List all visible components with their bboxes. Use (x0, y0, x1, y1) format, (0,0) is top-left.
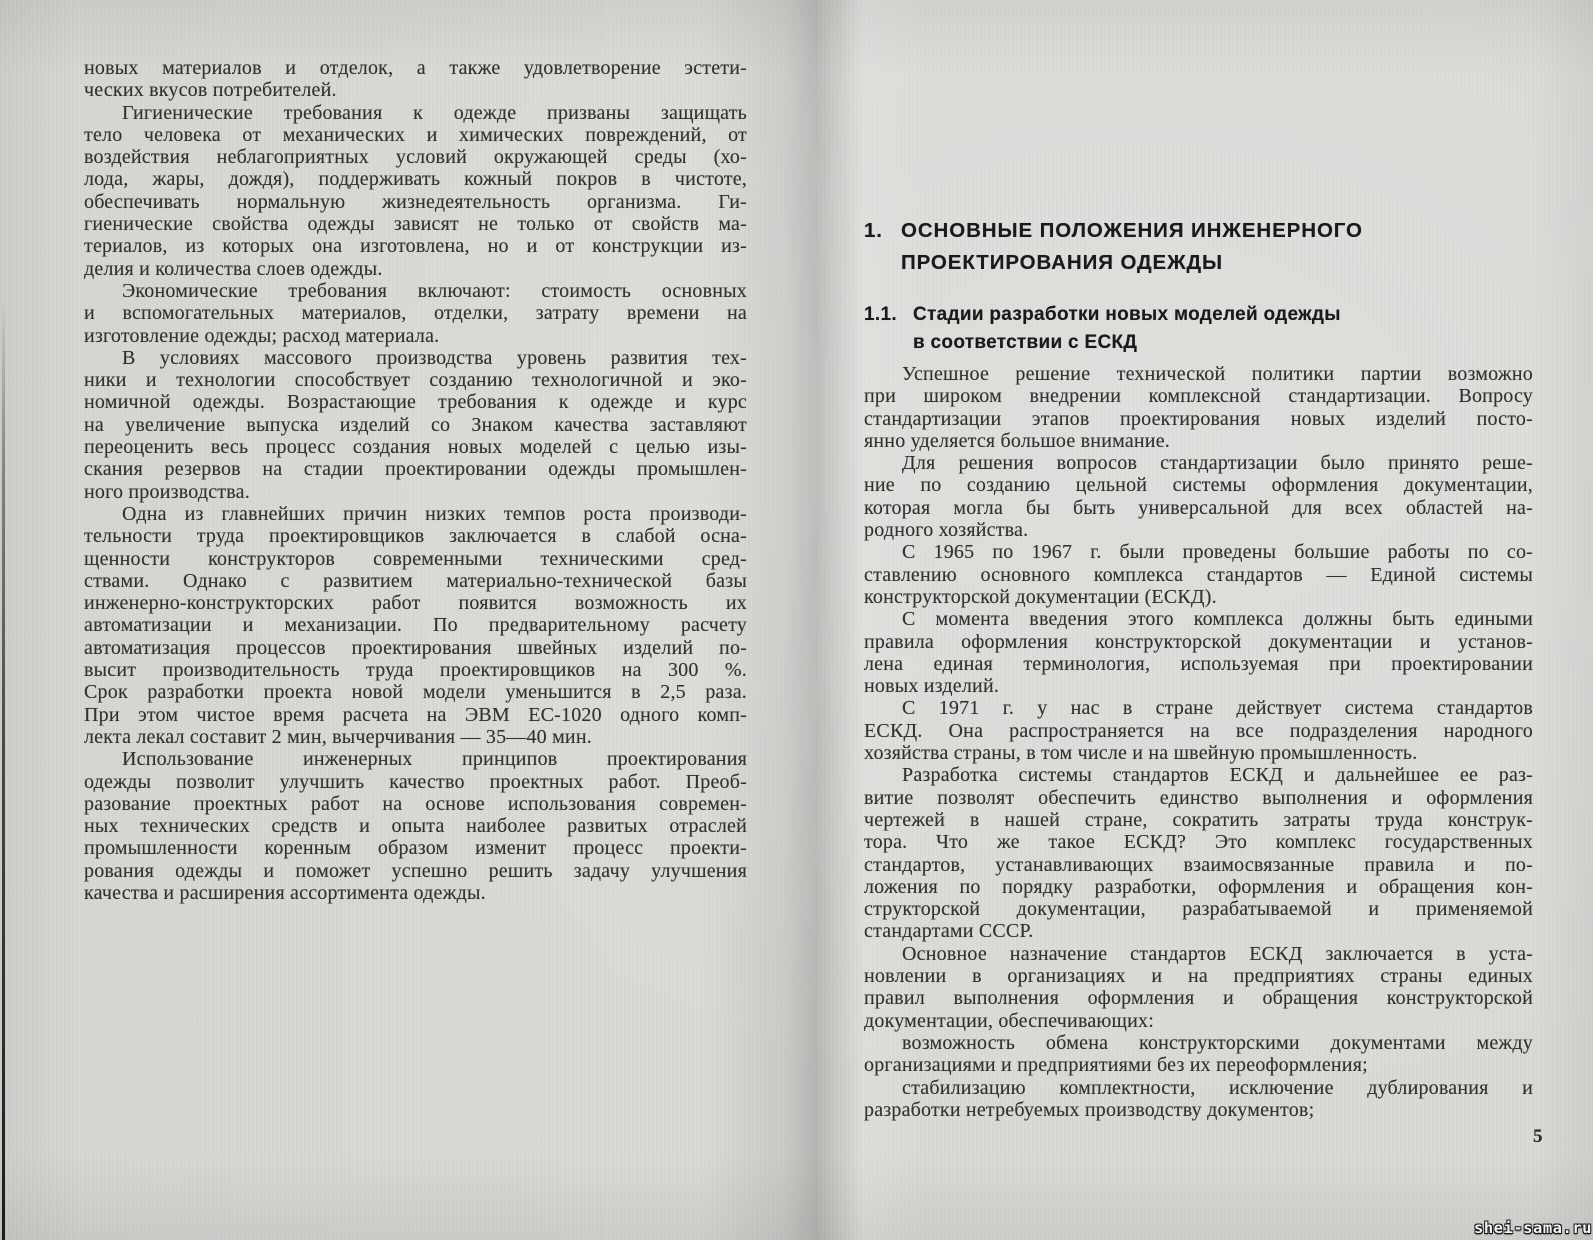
text-line: на увеличение выпуска изделий со Знаком качества заставляют (84, 413, 747, 436)
text-line: ческих вкусов потребителей. (84, 79, 337, 102)
text-line: Экономические требования включают: стоимость основных (122, 279, 747, 302)
text-line: структорской документации, разрабатываемой и применяемой (864, 898, 1533, 921)
text-line: воздействия неблагоприятных условий окружающей среды (хо- (84, 146, 747, 169)
paragraph (864, 1077, 1533, 1122)
text-line: организациями и предприятиями без их переоформления; (864, 1054, 1368, 1077)
text-line: автоматизация процессов проектирования швейных изделий по- (84, 636, 747, 659)
paragraph (84, 280, 747, 347)
text-line: гиенические свойства одежды зависят не только от свойств ма- (84, 213, 747, 236)
text-line: правил выполнения оформления и обращения конструкторской (864, 987, 1533, 1010)
paragraph (864, 541, 1533, 608)
text-line: при широком внедрении комплексной стандартизации. Вопросу (864, 385, 1533, 408)
text-line: возможность обмена конструкторскими документами между (902, 1031, 1533, 1054)
text-line: стандартами СССР. (864, 920, 1034, 943)
text-line: стандартов, устанавливающих взаимосвязанные правила и по- (864, 853, 1533, 876)
text-line: Разработка системы стандартов ЕСКД и дальнейшее ее раз- (902, 764, 1533, 787)
text-line: родного хозяйства. (864, 519, 1029, 542)
text-line: промышленности коренным образом изменит процесс проекти- (84, 837, 747, 860)
text-line: Гигиенические требования к одежде призваны защищать (122, 101, 747, 124)
text-line: ствами. Однако с развитием материально-технической базы (84, 569, 747, 592)
text-line: С момента введения этого комплекса должны быть едиными (902, 608, 1533, 631)
text-line: ники и технологии способствует созданию технологичной и эко- (84, 369, 747, 392)
text-line: ние по созданию цельной системы оформления документации, (864, 474, 1533, 497)
text-line: высит производительность труда проектировщиков на 300 %. (84, 659, 747, 682)
text-line: ЕСКД. Она распространяется на все подразделения народного (864, 719, 1533, 742)
text-line: ных технических средств и опыта наиболее развитых отраслей (84, 815, 747, 838)
paragraph (84, 57, 747, 102)
text-line: стабилизацию комплектности, исключение дублирования и (902, 1076, 1533, 1099)
text-line: лода, жары, дождя), поддерживать кожный покров в чистоте, (84, 168, 747, 191)
text-line: документации, обеспечивающих: (864, 1009, 1155, 1032)
text-line: разование проектных работ на основе использования современ- (84, 792, 747, 815)
text-line: правила оформления конструкторской документации и установ- (864, 630, 1533, 653)
heading-line: ОСНОВНЫЕ ПОЛОЖЕНИЯ ИНЖЕНЕРНОГО (901, 219, 1363, 242)
text-line: щенности конструкторов современными техническими сред- (84, 547, 747, 570)
paragraph (864, 1032, 1533, 1077)
text-line: изготовление одежды; расход материала. (84, 324, 440, 347)
text-line: новых материалов и отделок, а также удовлетворение эстети- (84, 57, 747, 79)
text-line: конструкторской документации (ЕСКД). (864, 585, 1217, 608)
text-line: одежды позволит улучшить качество проектных работ. Преоб- (84, 770, 747, 793)
chapter-heading-lines (901, 215, 1363, 278)
page-number: 5 (1533, 1126, 1543, 1147)
chapter-number: 1. (864, 219, 883, 242)
text-line: Основное назначение стандартов ЕСКД заключается в уста- (902, 942, 1533, 965)
text-line: инженерно-конструкторских работ появится возможность их (84, 592, 747, 615)
chapter-heading (864, 215, 1544, 278)
text-line: Срок разработки проекта новой модели уменьшится в 2,5 раза. (84, 681, 747, 704)
text-line: тора. Что же такое ЕСКД? Это комплекс государственных (864, 831, 1533, 854)
text-line: териалов, из которых она изготовлена, но и от конструкции из- (84, 235, 747, 258)
text-line: витие позволят обеспечить единство выполнения и оформления (864, 786, 1533, 809)
left-page-text (84, 57, 747, 904)
text-line: тельности труда проектировщиков заключается в слабой осна- (84, 525, 747, 548)
page-edge-shadow (2, 0, 5, 1240)
text-line: обеспечивать нормальную жизнедеятельность организма. Ги- (84, 190, 747, 213)
paragraph (864, 943, 1533, 1032)
paragraph (84, 102, 747, 280)
paragraph (864, 697, 1533, 764)
text-line: Одна из главнейших причин низких темпов роста производи- (122, 502, 747, 525)
text-line: рования одежды и поможет успешно решить задачу улучшения (84, 859, 747, 882)
paragraph (84, 347, 747, 503)
text-line: ного производства. (84, 480, 250, 503)
paragraph (84, 503, 747, 748)
right-page-text (864, 363, 1533, 1121)
text-line: которая могла бы быть универсальной для всех областей на- (864, 496, 1533, 519)
text-line: новых изделий. (864, 675, 1000, 698)
text-line: хозяйства страны, в том числе и на швейную промышленность. (864, 742, 1418, 765)
section-number: 1.1. (864, 304, 897, 325)
text-line: При этом чистое время расчета на ЭВМ ЕС-1020 одного комп- (84, 703, 747, 726)
text-line: делия и количества слоев одежды. (84, 257, 383, 280)
text-line: янно уделяется большое внимание. (864, 429, 1170, 452)
heading-line: Стадии разработки новых моделей одежды (913, 304, 1341, 325)
text-line: номичной одежды. Возрастающие требования к одежде и курс (84, 391, 747, 414)
paragraph (864, 764, 1533, 942)
section-heading-lines (913, 301, 1341, 357)
text-line: лекта лекал составит 2 мин, вычерчивания — 35—40 мин. (84, 725, 592, 748)
text-line: автоматизации и механизации. По предварительному расчету (84, 614, 747, 637)
text-line: ложения по порядку разработки, оформления и обращения кон- (864, 875, 1533, 898)
text-line: новлении в организациях и на предприятиях страны единых (864, 965, 1533, 988)
paragraph (864, 452, 1533, 541)
text-line: лена единая терминология, используемая при проектировании (864, 652, 1533, 675)
text-line: качества и расширения ассортимента одежды. (84, 881, 486, 904)
text-line: скания резервов на стадии проектировании одежды промышлен- (84, 458, 747, 481)
text-line: переоценить весь процесс создания новых моделей с целью изы- (84, 436, 747, 459)
paragraph (84, 748, 747, 904)
section-heading (864, 301, 1544, 357)
text-line: чертежей в нашей стране, сократить затраты труда конструк- (864, 808, 1533, 831)
text-line: Для решения вопросов стандартизации было принято реше- (902, 452, 1533, 475)
text-line: В условиях массового производства уровень развития тех- (122, 346, 747, 369)
text-line: Успешное решение технической политики партии возможно (902, 363, 1533, 385)
text-line: и вспомогательных материалов, отделки, затрату времени на (84, 302, 747, 325)
text-line: стандартизации этапов проектирования новых изделий посто- (864, 407, 1533, 430)
paragraph (864, 608, 1533, 697)
text-line: разработки нетребуемых производству документов; (864, 1098, 1315, 1121)
paragraph (864, 363, 1533, 452)
text-line: Использование инженерных принципов проектирования (122, 748, 747, 771)
heading-line: ПРОЕКТИРОВАНИЯ ОДЕЖДЫ (901, 250, 1223, 274)
text-line: ставлению основного комплекса стандартов — Единой системы (864, 563, 1533, 586)
heading-line: в соответствии с ЕСКД (913, 332, 1138, 353)
watermark: shei-sama.ru (1474, 1219, 1592, 1237)
text-line: С 1971 г. у нас в стране действует система стандартов (902, 697, 1533, 720)
text-line: тело человека от механических и химических повреждений, от (84, 123, 747, 146)
text-line: С 1965 по 1967 г. были проведены большие работы по со- (902, 541, 1533, 564)
